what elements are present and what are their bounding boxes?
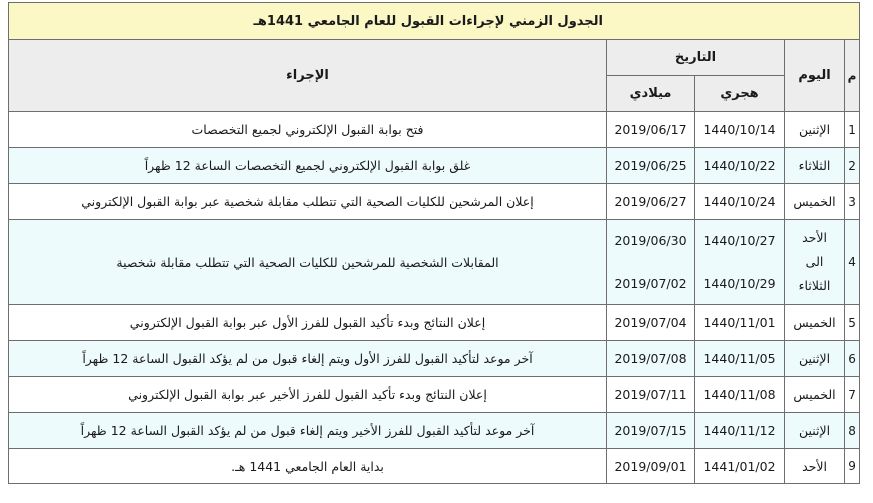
table-row xyxy=(9,377,860,413)
schedule-container xyxy=(8,2,859,484)
row-gregorian: 2019/06/25 xyxy=(607,148,695,184)
row-day: الأحد xyxy=(785,449,845,484)
row-gregorian: 2019/06/17 xyxy=(607,112,695,148)
row-action: بداية العام الجامعي 1441 هـ. xyxy=(9,449,607,484)
row-hijri-range xyxy=(695,220,785,305)
row-hijri: 1440/10/14 xyxy=(695,112,785,148)
table-row xyxy=(9,148,860,184)
row-day-range xyxy=(785,220,845,305)
row-num: 3 xyxy=(845,184,860,220)
row-action: آخر موعد لتأكيد القبول للفرز الأول ويتم إلغاء قبول من لم يؤكد القبول الساعة 12 ظهراً xyxy=(9,341,607,377)
row-num: 7 xyxy=(845,377,860,413)
row-num: 5 xyxy=(845,305,860,341)
row-gregorian: 2019/07/08 xyxy=(607,341,695,377)
row-gregorian-to: 2019/07/02 xyxy=(614,276,687,291)
row-day-to: الثلاثاء xyxy=(798,278,831,293)
row-gregorian-range xyxy=(607,220,695,305)
row-hijri: 1440/11/01 xyxy=(695,305,785,341)
row-action: غلق بوابة القبول الإلكتروني لجميع التخصصات الساعة 12 ظهراً xyxy=(9,148,607,184)
row-num: 8 xyxy=(845,413,860,449)
row-hijri: 1440/11/05 xyxy=(695,341,785,377)
row-day-to-word: الى xyxy=(805,254,824,269)
row-gregorian: 2019/09/01 xyxy=(607,449,695,484)
header-gregorian: ميلادي xyxy=(607,76,695,112)
row-hijri: 1440/11/08 xyxy=(695,377,785,413)
table-row xyxy=(9,305,860,341)
row-hijri-from: 1440/10/27 xyxy=(703,233,776,248)
row-num: 4 xyxy=(845,220,860,305)
row-gregorian: 2019/07/15 xyxy=(607,413,695,449)
row-day: الإثنين xyxy=(785,112,845,148)
row-hijri: 1440/10/24 xyxy=(695,184,785,220)
row-action: إعلان النتائج وبدء تأكيد القبول للفرز الأول عبر بوابة القبول الإلكتروني xyxy=(9,305,607,341)
row-gregorian: 2019/07/11 xyxy=(607,377,695,413)
row-day: الثلاثاء xyxy=(785,148,845,184)
row-num: 6 xyxy=(845,341,860,377)
row-num: 1 xyxy=(845,112,860,148)
table-row xyxy=(9,341,860,377)
row-day: الخميس xyxy=(785,184,845,220)
row-num: 2 xyxy=(845,148,860,184)
row-day: الإثنين xyxy=(785,413,845,449)
row-hijri: 1440/10/22 xyxy=(695,148,785,184)
table-row xyxy=(9,184,860,220)
header-date: التاريخ xyxy=(607,40,785,76)
row-day: الخميس xyxy=(785,377,845,413)
header-day: اليوم xyxy=(785,40,845,112)
row-gregorian-from: 2019/06/30 xyxy=(614,233,687,248)
table-row xyxy=(9,449,860,484)
header-num: م xyxy=(845,40,860,112)
row-action: آخر موعد لتأكيد القبول للفرز الأخير ويتم إلغاء قبول من لم يؤكد القبول الساعة 12 ظهراً xyxy=(9,413,607,449)
row-hijri: 1441/01/02 xyxy=(695,449,785,484)
row-num: 9 xyxy=(845,449,860,484)
row-day: الإثنين xyxy=(785,341,845,377)
table-row xyxy=(9,112,860,148)
row-hijri-to: 1440/10/29 xyxy=(703,276,776,291)
row-action: إعلان المرشحين للكليات الصحية التي تتطلب مقابلة شخصية عبر بوابة القبول الإلكتروني xyxy=(9,184,607,220)
row-day-from: الأحد xyxy=(802,230,827,245)
table-row xyxy=(9,413,860,449)
row-gregorian: 2019/06/27 xyxy=(607,184,695,220)
schedule-table xyxy=(8,2,860,484)
row-action: المقابلات الشخصية للمرشحين للكليات الصحية التي تتطلب مقابلة شخصية xyxy=(9,220,607,305)
row-action: فتح بوابة القبول الإلكتروني لجميع التخصصات xyxy=(9,112,607,148)
table-row xyxy=(9,220,860,305)
header-hijri: هجري xyxy=(695,76,785,112)
row-gregorian: 2019/07/04 xyxy=(607,305,695,341)
row-action: إعلان النتائج وبدء تأكيد القبول للفرز الأخير عبر بوابة القبول الإلكتروني xyxy=(9,377,607,413)
header-action: الإجراء xyxy=(9,40,607,112)
table-title: الجدول الزمني لإجراءات القبول للعام الجامعي 1441هـ xyxy=(9,3,860,40)
row-hijri: 1440/11/12 xyxy=(695,413,785,449)
row-day: الخميس xyxy=(785,305,845,341)
